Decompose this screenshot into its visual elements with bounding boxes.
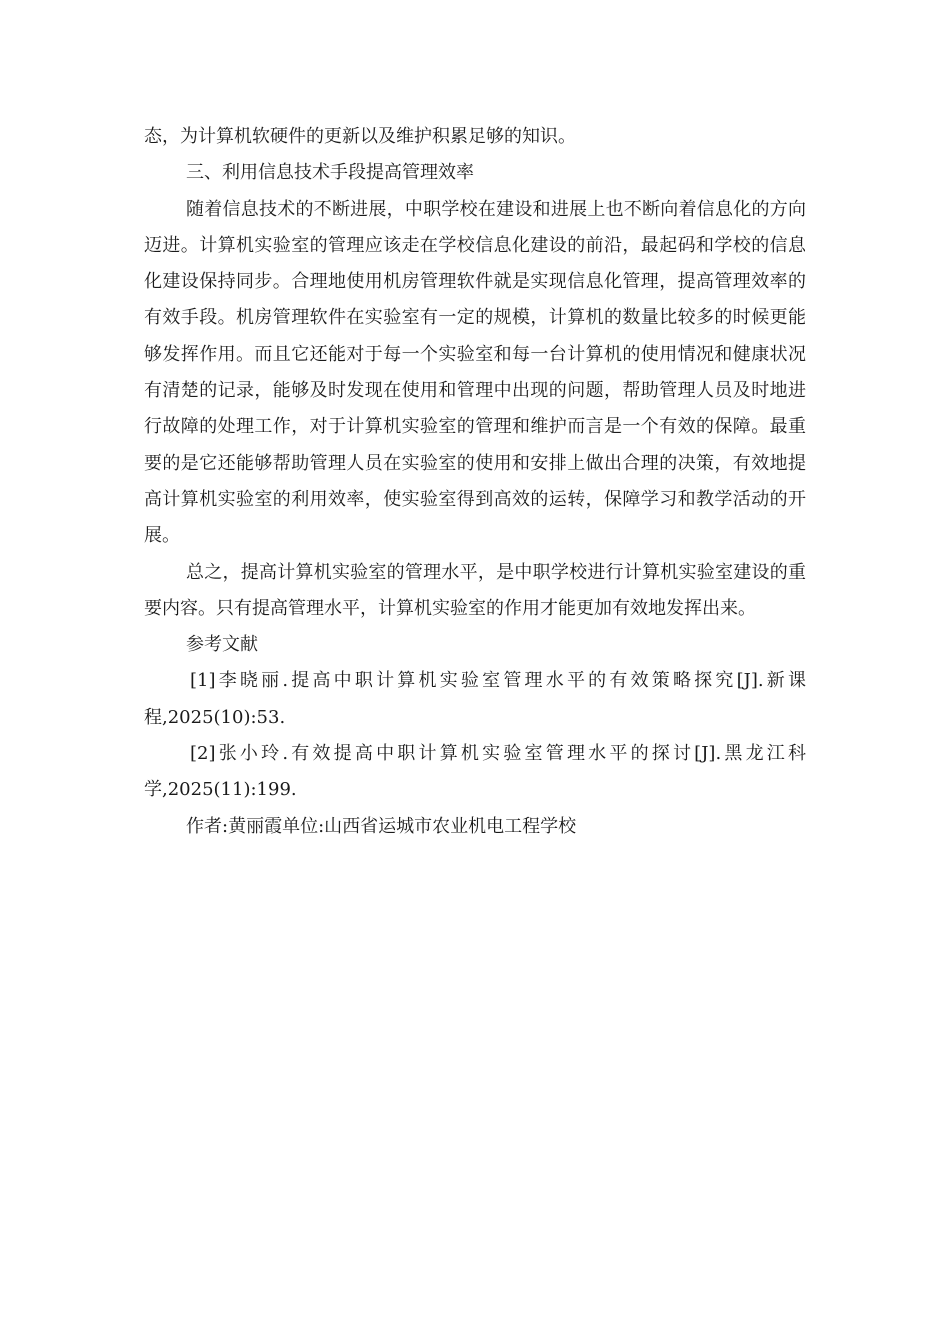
body-paragraph: 随着信息技术的不断进展，中职学校在建设和进展上也不断向着信息化的方向迈进。计算机实验室的管理应该走在学校信息化建设的前沿，最起码和学校的信息化建设保持同步。合理地使用机房管理软件就是实现信息化管理，提高管理效率的有效手段。机房管理软件在实验室有一定的规模，计算机的数量比较多的时候更能够发挥作用。而且它还能对于每一个实验室和每一台计算机的使用情况和健康状况有清楚的记录，能够及时发现在使用和管理中出现的问题，帮助管理人员及时地进行故障的处理工作，对于计算机实验室的管理和维护而言是一个有效的保障。最重要的是它还能够帮助管理人员在实验室的使用和安排上做出合理的决策，有效地提高计算机实验室的利用效率，使实验室得到高效的运转，保障学习和教学活动的开展。	[144, 198, 806, 547]
continuation-text: 态，为计算机软硬件的更新以及维护积累足够的知识。	[144, 126, 576, 147]
references-heading: 参考文献	[186, 634, 258, 656]
section-heading: 三、利用信息技术手段提高管理效率	[186, 162, 474, 184]
document-body	[144, 119, 806, 845]
reference-item: [1]李晓丽.提高中职计算机实验室管理水平的有效策略探究[J].新课程,2025(10):53.	[144, 670, 806, 728]
author-affiliation: 作者:黄丽霞单位:山西省运城市农业机电工程学校	[186, 815, 577, 837]
conclusion-paragraph: 总之，提高计算机实验室的管理水平，是中职学校进行计算机实验室建设的重要内容。只有提高管理水平，计算机实验室的作用才能更加有效地发挥出来。	[144, 561, 806, 619]
reference-item: [2]张小玲.有效提高中职计算机实验室管理水平的探讨[J].黑龙江科学,2025(11):199.	[144, 743, 806, 801]
